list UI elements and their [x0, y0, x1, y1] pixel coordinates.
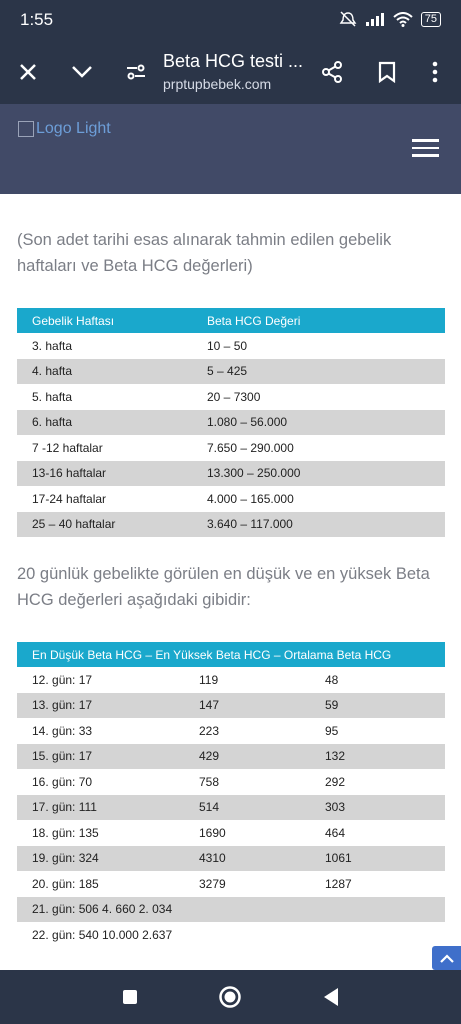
table-row: [17, 461, 445, 487]
high-cell: 429: [199, 744, 325, 770]
browser-toolbar: [0, 40, 461, 104]
day-low-cell: 20. gün: 185: [32, 876, 99, 891]
hcg-cell: 5 – 425: [207, 359, 445, 385]
avg-cell: 303: [325, 795, 445, 821]
day-low-cell: 22. gün: 540 10.000 2.637: [32, 927, 173, 942]
high-cell: 758: [199, 774, 220, 789]
mid-paragraph: 20 günlük gebelikte görülen en düşük ve en yüksek Beta HCG değerleri aşağıdaki gibidir:: [17, 565, 430, 609]
table-row: [17, 435, 445, 461]
avg-cell: 132: [325, 744, 445, 770]
avg-cell: 1287: [325, 876, 352, 891]
week-cell: 5. hafta: [32, 389, 73, 404]
week-cell: 25 – 40 haftalar: [17, 512, 207, 538]
table-row: [17, 897, 445, 923]
table-row: [17, 769, 445, 795]
day-low-cell: 16. gün: 70: [32, 774, 93, 789]
page-title: Beta HCG testi ...: [163, 51, 304, 71]
table-header-cell: Beta HCG Değeri: [207, 308, 445, 333]
day-low-cell: 21. gün: 506 4. 660 2. 034: [17, 897, 199, 923]
day-low-cell: 17. gün: 111: [17, 795, 199, 821]
day-low-cell: 18. gün: 135: [32, 825, 99, 840]
weeks-hcg-table: [17, 308, 445, 537]
hcg-cell: 1.080 – 56.000: [207, 410, 445, 436]
table-row: [17, 384, 445, 410]
table-row: [17, 512, 445, 538]
avg-cell: [325, 922, 445, 948]
hcg-cell: 3.640 – 117.000: [207, 512, 445, 538]
hcg-cell: 20 – 7300: [207, 389, 261, 404]
avg-cell: 1061: [325, 846, 445, 872]
hcg-cell: 4.000 – 165.000: [207, 491, 294, 506]
avg-cell: 48: [325, 672, 339, 687]
high-cell: 514: [199, 795, 325, 821]
high-cell: [199, 922, 325, 948]
table-row: [17, 333, 445, 359]
day-low-cell: 12. gün: 17: [32, 672, 93, 687]
hcg-cell: 7.650 – 290.000: [207, 440, 294, 455]
wifi-icon: [393, 12, 413, 27]
table-row: [17, 667, 445, 693]
high-cell: 223: [199, 723, 220, 738]
avg-cell: 95: [325, 723, 339, 738]
week-cell: 7 -12 haftalar: [32, 440, 103, 455]
table-header-cell: En Düşük Beta HCG – En Yüksek Beta HCG – Ortalama Beta HCG: [17, 642, 445, 667]
hcg-cell: 10 – 50: [207, 338, 248, 353]
recents-icon[interactable]: [117, 984, 143, 1010]
signal-icon: [365, 12, 385, 26]
article-content: [0, 194, 461, 970]
high-cell: 1690: [199, 825, 226, 840]
week-cell: 6. hafta: [17, 410, 207, 436]
high-cell: 147: [199, 693, 325, 719]
menu-icon[interactable]: [412, 139, 439, 159]
status-icons: [339, 11, 441, 27]
table-row: [17, 410, 445, 436]
day-low-cell: 19. gün: 324: [17, 846, 199, 872]
table-row: [17, 359, 445, 385]
page-settings-icon[interactable]: [122, 58, 150, 86]
table-row: [17, 693, 445, 719]
hcg-cell: 13.300 – 250.000: [207, 461, 445, 487]
table-row: [17, 820, 445, 846]
chevron-down-icon[interactable]: [68, 58, 96, 86]
share-icon[interactable]: [318, 58, 346, 86]
table-row: [17, 718, 445, 744]
system-nav-bar: [0, 970, 461, 1024]
day-low-cell: 15. gün: 17: [17, 744, 199, 770]
intro-paragraph: (Son adet tarihi esas alınarak tahmin edilen gebelik haftaları ve Beta HCG değerleri): [17, 231, 392, 275]
page-url[interactable]: prptupbebek.com: [163, 76, 272, 92]
high-cell: 119: [199, 672, 219, 687]
site-logo[interactable]: [18, 120, 111, 138]
avg-cell: 464: [325, 825, 346, 840]
table-row: [17, 744, 445, 770]
table-header-row: [17, 308, 445, 333]
high-cell: 3279: [199, 876, 226, 891]
site-header: [0, 104, 461, 194]
scroll-top-button[interactable]: [432, 946, 461, 970]
table-row: [17, 846, 445, 872]
week-cell: 13-16 haftalar: [17, 461, 207, 487]
status-time: 1:55: [20, 10, 54, 29]
logo-alt-text: Logo Light: [36, 120, 111, 137]
week-cell: 17-24 haftalar: [32, 491, 107, 506]
more-options-icon[interactable]: [421, 58, 449, 86]
week-cell: 3. hafta: [32, 338, 73, 353]
high-cell: 4310: [199, 846, 325, 872]
status-bar: [0, 0, 461, 40]
close-icon[interactable]: [14, 58, 42, 86]
table-header-cell: Gebelik Haftası: [17, 308, 207, 333]
daily-hcg-table: [17, 642, 445, 948]
avg-cell: 292: [325, 774, 346, 789]
chevron-up-icon: [440, 954, 454, 963]
avg-cell: 59: [325, 693, 445, 719]
avg-cell: [325, 897, 445, 923]
week-cell: 4. hafta: [17, 359, 207, 385]
back-icon[interactable]: [318, 984, 344, 1010]
broken-image-icon: [18, 121, 34, 137]
high-cell: [199, 897, 325, 923]
battery-icon: 75: [421, 12, 441, 27]
table-row: [17, 486, 445, 512]
bookmark-icon[interactable]: [373, 58, 401, 86]
table-header-row: [17, 642, 445, 667]
day-low-cell: 13. gün: 17: [17, 693, 199, 719]
day-low-cell: 14. gün: 33: [32, 723, 93, 738]
table-row: [17, 871, 445, 897]
table-row: [17, 922, 445, 948]
table-row: [17, 795, 445, 821]
mute-icon: [339, 11, 357, 27]
home-icon[interactable]: [217, 984, 243, 1010]
